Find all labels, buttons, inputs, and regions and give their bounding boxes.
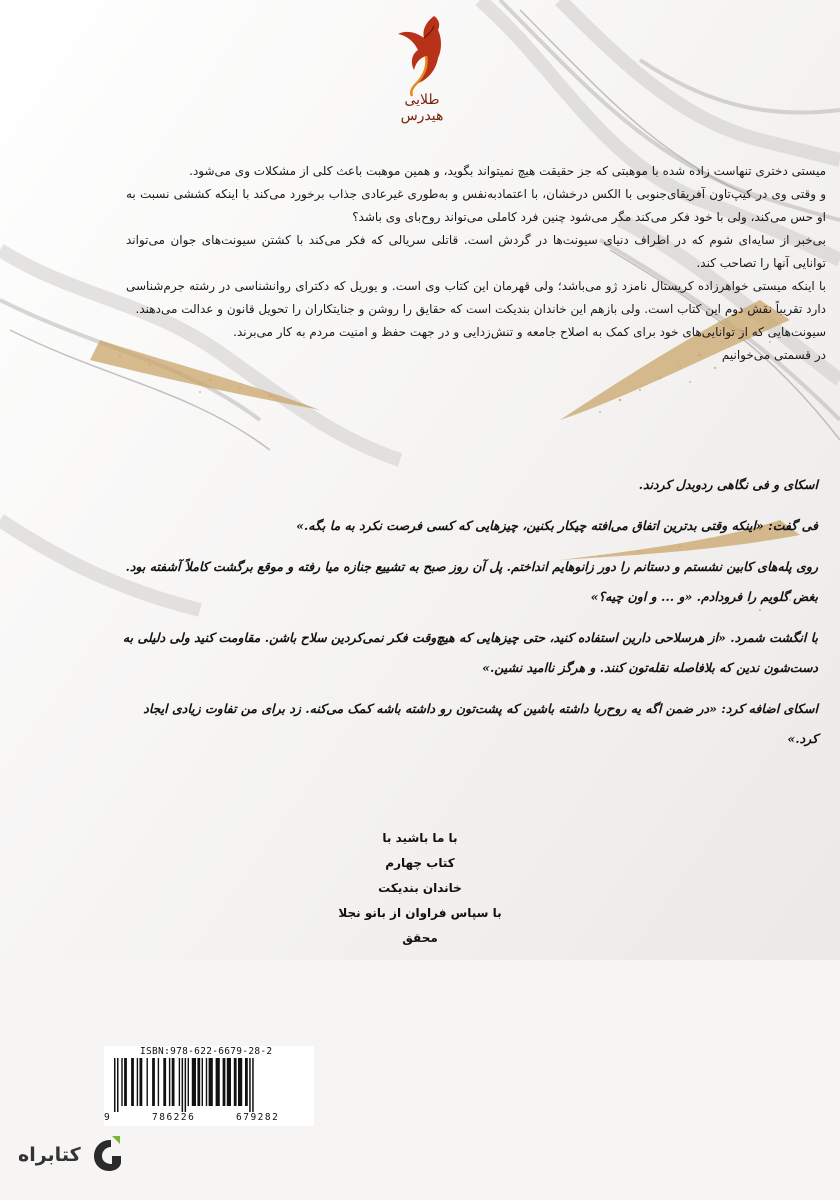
blurb-paragraph: در قسمتی می‌خوانیم — [721, 348, 826, 362]
excerpt-paragraph: اسکای و فی نگاهی ردوبدل کردند. — [638, 477, 818, 492]
ketabrah-brand-text: کتابراه — [18, 1144, 81, 1166]
isbn-label: ISBN:978-622-6679-28-2 — [140, 1046, 273, 1057]
barcode-bar — [185, 1058, 187, 1112]
blurb-text — [126, 160, 826, 367]
isbn-barcode — [104, 1046, 314, 1126]
phoenix-icon — [382, 12, 462, 98]
barcode-bars — [104, 1058, 314, 1112]
excerpt-text — [112, 470, 818, 765]
barcode-bar — [179, 1058, 180, 1106]
closing-line: با سپاس فراوان از بانو نجلا محقق — [338, 906, 502, 945]
barcode-bar — [209, 1058, 213, 1106]
excerpt-paragraph: فی گفت: «اینکه وقتی بدترین اتفاق می‌افته چیکار بکنین، چیزهایی که کسی فرصت نکرد به ما بگه.» — [296, 518, 818, 533]
closing-text — [320, 826, 520, 951]
barcode-bar — [137, 1058, 138, 1106]
barcode-bar — [117, 1058, 119, 1112]
barcode-bar — [140, 1058, 143, 1106]
barcode-bar — [124, 1058, 127, 1106]
closing-line: با ما باشید با — [382, 831, 458, 845]
barcode-bar — [158, 1058, 159, 1106]
closing-line: کتاب چهارم — [385, 856, 455, 870]
barcode-bar — [131, 1058, 134, 1106]
blurb-paragraph: و وقتی وی در کیپ‌تاون آفریقای‌جنوبی با الکس درخشان، با اعتماد‌به‌نفس و به‌طوری غیرعادی جذاب برخورد می‌کند با اینکه کششی نسبت به او حس می‌کند، ولی با خود فکر می‌کند مگر می‌شود چنین فرد کاملی می‌تواند روح‌بای وی باشد؟ — [126, 187, 826, 224]
barcode-bar — [197, 1058, 200, 1106]
barcode-bar — [245, 1058, 248, 1106]
barcode-bar — [182, 1058, 184, 1112]
ketabrah-watermark — [18, 1128, 128, 1182]
blurb-paragraph: میستی دختری تنهاست زاده شده با موهبتی که جز حقیقت هیچ نمیتواند بگوید، و همین موهبت باعث کلی از مشکلات وی می‌شود. — [189, 164, 826, 178]
barcode-bar — [223, 1058, 226, 1106]
ketabrah-logo-icon — [90, 1134, 124, 1174]
barcode-bar — [121, 1058, 122, 1106]
barcode-lead-digit: 9 — [104, 1112, 110, 1123]
excerpt-paragraph: با انگشت شمرد. «از هرسلاحی دارین استفاده کنید، حتی چیزهایی که هیچ‌وقت فکر نمی‌کردین سلاح باشن. مقاومت کنید ولی دلیلی به دست‌شون ندین که بلافاصله نقله‌تون کنند. و هرگز ناامید نشین.» — [122, 630, 818, 675]
excerpt-paragraph: اسکای اضافه کرد: «در ضمن اگه یه روح‌ربا داشته باشین که پشت‌تون رو داشته باشه کمک می‌کنه. زد برای من تفاوت زیادی ایجاد کرد.» — [143, 701, 818, 746]
barcode-bar — [147, 1058, 148, 1106]
barcode-bar — [114, 1058, 116, 1112]
closing-line: خاندان بندیکت — [378, 881, 462, 895]
barcode-bar — [169, 1058, 170, 1106]
publisher-logo-text: طلایی هیدرس — [400, 92, 444, 124]
excerpt-paragraph: روی پله‌های کابین نشستم و دستانم را دور زانوهایم انداختم. پل آن روز صبح به تشییع جنازه میا رفته و موقع برگشت کاملاً آشفته بود. بغض گلویم را فرودادم. «و ... و اون چیه؟» — [125, 559, 818, 604]
barcode-bar — [249, 1058, 251, 1112]
barcode-bar — [202, 1058, 203, 1106]
barcode-bar — [206, 1058, 207, 1106]
barcode-bar — [163, 1058, 166, 1106]
barcode-left-digits: 786226 — [152, 1112, 196, 1123]
barcode-bar — [238, 1058, 242, 1106]
barcode-bar — [252, 1058, 254, 1112]
barcode-bar — [192, 1058, 196, 1106]
barcode-bar — [172, 1058, 175, 1106]
barcode-bar — [188, 1058, 189, 1106]
barcode-bar — [152, 1058, 155, 1106]
barcode-right-digits: 679282 — [236, 1112, 280, 1123]
blurb-paragraph: سیونت‌هایی که از توانایی‌های خود برای کمک به اصلاح جامعه و تنش‌زدایی و در جهت حفظ و امنیت مردم به کار می‌برند. — [233, 325, 826, 339]
barcode-bar — [227, 1058, 231, 1106]
blurb-paragraph: با اینکه میستی خواهرزاده کریستال نامزد ژو می‌باشد؛ ولی قهرمان این کتاب وی است. و یوریل که دکترای روانشناسی در رشته جرم‌شناسی دارد تقریباً نقش دوم این کتاب است. ولی بازهم این خاندان بندیکت است که حقایق را روشن و جنایتکاران را تحویل قانون و عدالت می‌دهند. — [126, 279, 826, 316]
barcode-bar — [216, 1058, 220, 1106]
blurb-paragraph: بی‌خبر از سایه‌ای شوم که در اطراف دنیای سیونت‌ها در گردش است. قاتلی سریالی که فکر می‌کند با کشتن سیونت‌های جوان می‌تواند توانایی آنها را تصاحب کند. — [126, 233, 826, 270]
publisher-logo — [382, 12, 462, 138]
barcode-bar — [234, 1058, 237, 1106]
